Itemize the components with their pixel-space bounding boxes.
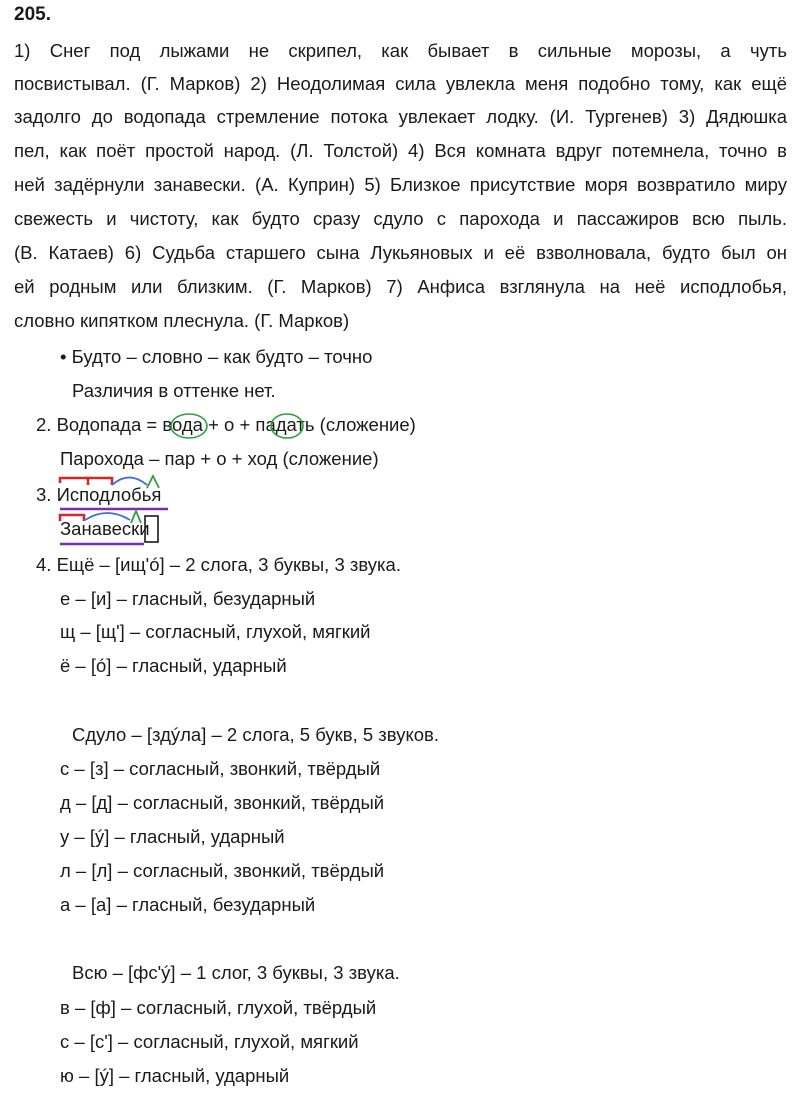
paragraph-line: 1) Снег под лыжами не скрипел, как бывает в сильные морозы, а чуть	[14, 40, 787, 61]
phonetic-row: ю – [ý] – гласный, ударный	[60, 1065, 290, 1086]
phonetic-row: ё – [ó] – гласный, ударный	[60, 655, 287, 676]
section2-prefix: 2. Водопада =	[36, 414, 163, 435]
word-formation-parokhoda: Парохода – пар + о + ход (сложение)	[60, 448, 379, 469]
phonetic-esche-header: 4. Ещё – [ищ'ó] – 2 слога, 3 буквы, 3 звука.	[36, 554, 401, 575]
word-isspodlobya: Исподлобья	[56, 484, 162, 505]
word-zanaveski-ending: и	[139, 518, 150, 539]
phonetic-sdulo-header: Сдуло – [здýла] – 2 слога, 5 букв, 5 звуков.	[72, 724, 440, 745]
phonetic-row: у – [ý] – гласный, ударный	[60, 826, 285, 847]
section3-number: 3.	[36, 484, 57, 505]
word-zanaveski-stem: Занавеск	[60, 518, 140, 539]
phonetic-row: е – [и] – гласный, безударный	[60, 588, 316, 609]
section2-suffix: (сложение)	[314, 414, 416, 435]
synonyms-note: Различия в оттенке нет.	[72, 380, 276, 401]
paragraph-line: свежесть и чистоту, как будто сразу сдуло с парохода и пассажиров всю пыль.	[14, 208, 787, 229]
morphemic-isspodlobya	[36, 484, 161, 506]
paragraph-line: (В. Катаев) 6) Судьба старшего сына Лукьяновых и её взволновала, будто был он	[14, 242, 787, 263]
phonetic-vsyu-header: Всю – [фс'ý] – 1 слог, 3 буквы, 3 звука.	[72, 962, 400, 983]
paragraph-line: пел, как поёт простой народ. (Л. Толстой) 4) Вся комната вдруг потемнела, точно в	[14, 140, 787, 161]
exercise-number: 205.	[14, 4, 51, 25]
paragraph-line: посвистывал. (Г. Марков) 2) Неодолимая сила увлекла меня подобно тому, как ещё	[14, 73, 787, 94]
phonetic-row: в – [ф] – согласный, глухой, твёрдый	[60, 997, 377, 1018]
paragraph-last-line: словно кипятком плеснула. (Г. Марков)	[14, 310, 350, 331]
root-voda: вода	[162, 414, 203, 435]
morphemic-zanaveski	[60, 518, 150, 540]
paragraph-line: ней задёрнули занавески. (А. Куприн) 5) Близкое присутствие моря возвратило миру	[14, 174, 787, 195]
root-pad-rest: ать	[286, 414, 315, 435]
synonyms-line: • Будто – словно – как будто – точно	[60, 346, 373, 367]
phonetic-row: с – [с'] – согласный, глухой, мягкий	[60, 1031, 359, 1052]
root-pad: пад	[255, 414, 287, 435]
phonetic-row: щ – [щ'] – согласный, глухой, мягкий	[60, 621, 371, 642]
paragraph-line: задолго до водопада стремление потока увлекает лодку. (И. Тургенев) 3) Дядюшка	[14, 106, 787, 127]
phonetic-row: д – [д] – согласный, звонкий, твёрдый	[60, 792, 385, 813]
phonetic-row: а – [а] – гласный, безударный	[60, 894, 316, 915]
paragraph-line: ей родным или близким. (Г. Марков) 7) Анфиса взглянула на неё исподлобья,	[14, 276, 787, 297]
section2-middle: + о +	[202, 414, 256, 435]
phonetic-row: с – [з] – согласный, звонкий, твёрдый	[60, 758, 381, 779]
phonetic-row: л – [л] – согласный, звонкий, твёрдый	[60, 860, 385, 881]
word-formation-vodopada	[36, 414, 416, 436]
